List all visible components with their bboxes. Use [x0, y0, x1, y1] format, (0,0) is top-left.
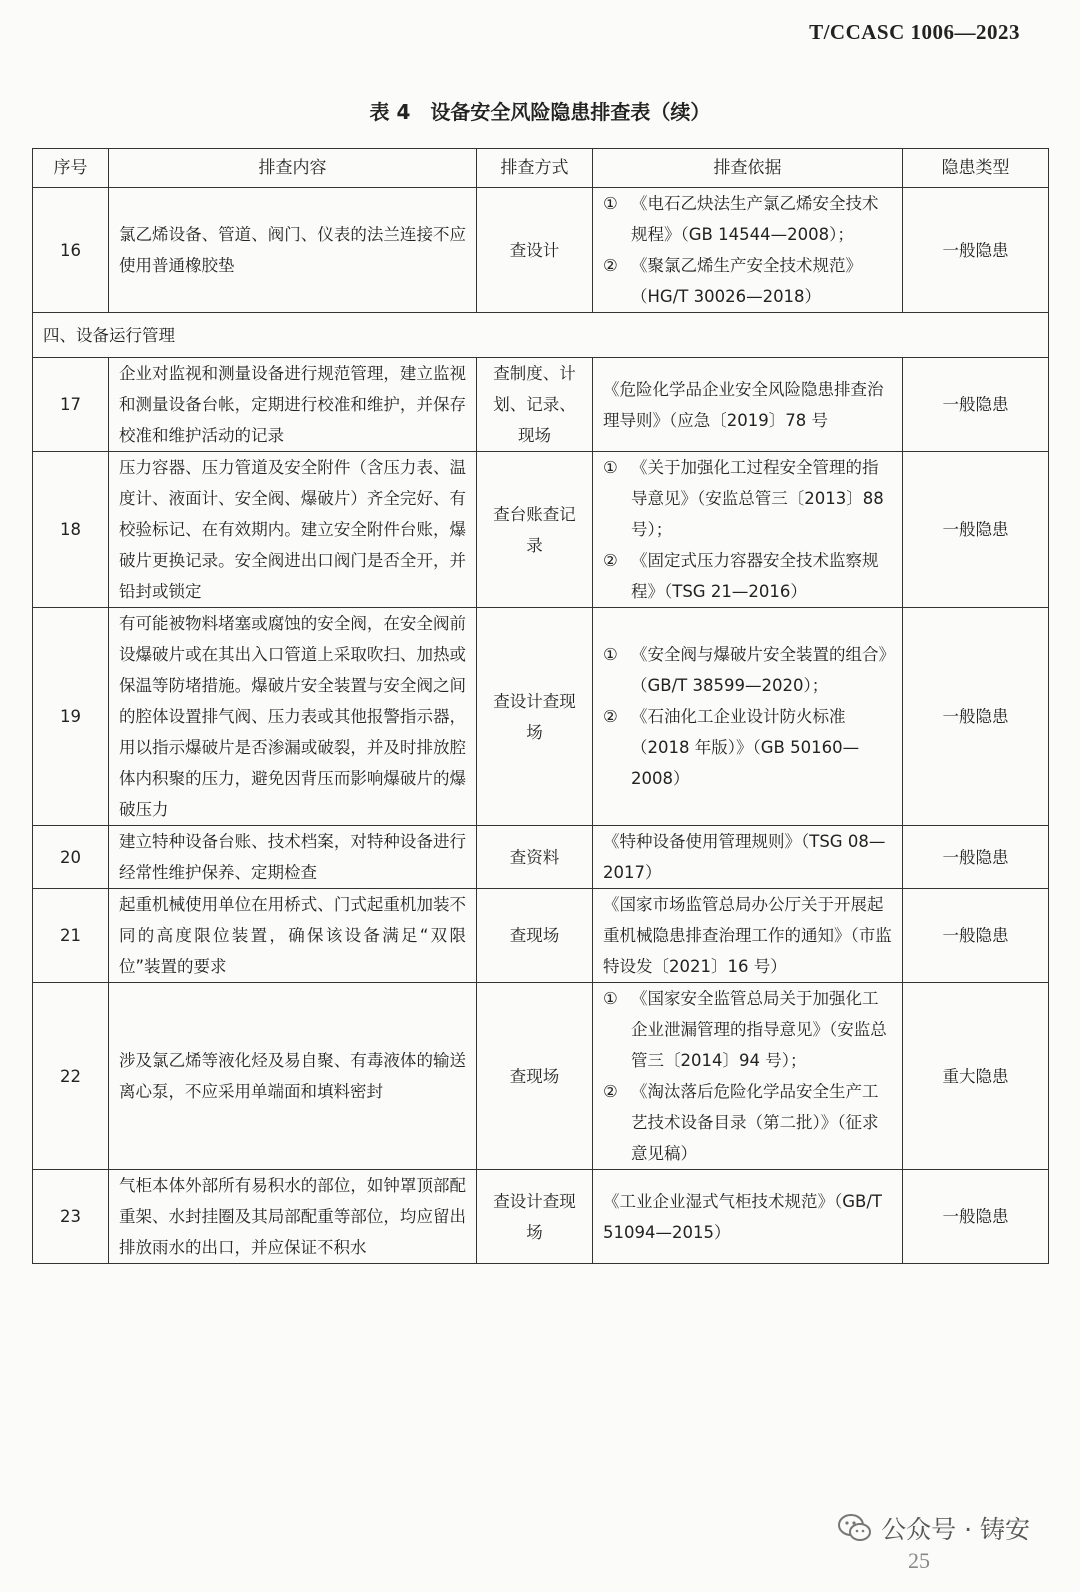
inspection-basis: [593, 826, 903, 889]
basis-item-text: 《国家安全监管总局关于加强化工企业泄漏管理的指导意见》（安监总管三〔2014〕94 号）；: [631, 989, 887, 1070]
basis-item: [603, 374, 892, 436]
basis-item-marker: ①: [603, 645, 618, 664]
table-row: [33, 889, 1049, 983]
page-number: 25: [908, 1548, 930, 1573]
inspection-method: 查设计: [477, 188, 593, 313]
inspection-content: 气柜本体外部所有易积水的部位，如钟罩顶部配重架、水封挂圈及其局部配重等部位，均应留出排放雨水的出口，并应保证不积水: [109, 1170, 477, 1264]
table-row: [33, 608, 1049, 826]
basis-item: [603, 889, 892, 982]
inspection-method: 查台账查记录: [477, 452, 593, 608]
inspection-method: 查现场: [477, 889, 593, 983]
row-number: 22: [33, 983, 109, 1170]
col-header-risk-type: 隐患类型: [903, 149, 1049, 188]
row-number: 18: [33, 452, 109, 608]
col-header-method: 排查方式: [477, 149, 593, 188]
inspection-content: 压力容器、压力管道及安全附件（含压力表、温度计、液面计、安全阀、爆破片）齐全完好、有校验标记、在有效期内。建立安全附件台账，爆破片更换记录。安全阀进出口阀门是否全开，并铅封或锁定: [109, 452, 477, 608]
table-row: [33, 188, 1049, 313]
inspection-basis: [593, 983, 903, 1170]
inspection-content: 有可能被物料堵塞或腐蚀的安全阀，在安全阀前设爆破片或在其出入口管道上采取吹扫、加热或保温等防堵措施。爆破片安全装置与安全阀之间的腔体设置排气阀、压力表或其他报警指示器，用以指示爆破片是否渗漏或破裂，并及时排放腔体内积聚的压力，避免因背压而影响爆破片的爆破压力: [109, 608, 477, 826]
section-row: [33, 313, 1049, 358]
basis-item: [603, 1076, 892, 1169]
basis-item-text: 《工业企业湿式气柜技术规范》（GB/T 51094—2015）: [603, 1191, 882, 1242]
inspection-method: 查制度、计划、记录、现场: [477, 358, 593, 452]
risk-type: 一般隐患: [903, 358, 1049, 452]
basis-item-marker: ②: [603, 551, 618, 570]
row-number: 17: [33, 358, 109, 452]
risk-type: 一般隐患: [903, 1170, 1049, 1264]
basis-item-marker: ②: [603, 707, 618, 726]
col-header-content: 排查内容: [109, 149, 477, 188]
basis-item: [603, 452, 892, 545]
basis-item-marker: ②: [603, 256, 618, 275]
inspection-method: 查现场: [477, 983, 593, 1170]
inspection-basis: [593, 188, 903, 313]
inspection-content: 氯乙烯设备、管道、阀门、仪表的法兰连接不应使用普通橡胶垫: [109, 188, 477, 313]
watermark: [837, 1510, 1030, 1546]
table-row: [33, 983, 1049, 1170]
basis-item-text: 《电石乙炔法生产氯乙烯安全技术规程》（GB 14544—2008）；: [631, 194, 879, 244]
basis-item: [603, 1186, 892, 1248]
basis-item: [603, 826, 892, 888]
table-row: [33, 358, 1049, 452]
row-number: 20: [33, 826, 109, 889]
table-header-row: [33, 149, 1049, 188]
basis-item: [603, 250, 892, 312]
basis-item-text: 《危险化学品企业安全风险隐患排查治理导则》（应急〔2019〕78 号: [603, 379, 884, 430]
inspection-basis: [593, 889, 903, 983]
basis-item: [603, 701, 892, 794]
col-header-basis: 排查依据: [593, 149, 903, 188]
inspection-basis: [593, 358, 903, 452]
basis-item-text: 《固定式压力容器安全技术监察规程》（TSG 21—2016）: [631, 551, 879, 601]
inspection-content: 建立特种设备台账、技术档案，对特种设备进行经常性维护保养、定期检查: [109, 826, 477, 889]
risk-type: 一般隐患: [903, 826, 1049, 889]
table-row: [33, 826, 1049, 889]
inspection-content: 涉及氯乙烯等液化烃及易自聚、有毒液体的输送离心泵，不应采用单端面和填料密封: [109, 983, 477, 1170]
inspection-basis: [593, 1170, 903, 1264]
basis-item: [603, 188, 892, 250]
basis-item-text: 《安全阀与爆破片安全装置的组合》（GB/T 38599—2020）；: [631, 645, 887, 695]
risk-type: 一般隐患: [903, 452, 1049, 608]
risk-type: 重大隐患: [903, 983, 1049, 1170]
basis-item-text: 《关于加强化工过程安全管理的指导意见》（安监总管三〔2013〕88 号）；: [631, 458, 884, 539]
row-number: 21: [33, 889, 109, 983]
row-number: 16: [33, 188, 109, 313]
inspection-content: 起重机械使用单位在用桥式、门式起重机加装不同的高度限位装置，确保该设备满足“双限位”装置的要求: [109, 889, 477, 983]
basis-item-text: 《石油化工企业设计防火标准（2018 年版）》（GB 50160—2008）: [631, 707, 860, 788]
document-code: T/CCASC 1006—2023: [809, 20, 1020, 44]
basis-item-text: 《聚氯乙烯生产安全技术规范》（HG/T 30026—2018）: [631, 256, 862, 306]
row-number: 19: [33, 608, 109, 826]
inspection-method: 查设计查现场: [477, 1170, 593, 1264]
table-row: [33, 1170, 1049, 1264]
inspection-basis: [593, 608, 903, 826]
row-number: 23: [33, 1170, 109, 1264]
risk-type: 一般隐患: [903, 889, 1049, 983]
inspection-method: 查资料: [477, 826, 593, 889]
basis-item-marker: ①: [603, 458, 618, 477]
table-title: 表 4 设备安全风险隐患排查表（续）: [369, 100, 711, 124]
wechat-icon: [837, 1513, 873, 1543]
basis-item: [603, 983, 892, 1076]
basis-item-marker: ①: [603, 989, 618, 1008]
basis-item-text: 《淘汰落后危险化学品安全生产工艺技术设备目录（第二批）》（征求意见稿）: [631, 1082, 879, 1163]
inspection-table: [32, 148, 1049, 1264]
basis-item-text: 《特种设备使用管理规则》（TSG 08—2017）: [603, 832, 886, 882]
section-heading: 四、设备运行管理: [33, 313, 1049, 358]
risk-type: 一般隐患: [903, 608, 1049, 826]
basis-item: [603, 545, 892, 607]
basis-item-marker: ①: [603, 194, 618, 213]
inspection-method: 查设计查现场: [477, 608, 593, 826]
basis-item-marker: ②: [603, 1082, 618, 1101]
inspection-basis: [593, 452, 903, 608]
watermark-text: 公众号 · 铸安: [881, 1515, 1030, 1544]
risk-type: 一般隐患: [903, 188, 1049, 313]
col-header-number: 序号: [33, 149, 109, 188]
basis-item: [603, 639, 892, 701]
basis-item-text: 《国家市场监管总局办公厅关于开展起重机械隐患排查治理工作的通知》（市监特设发〔2021〕16 号）: [603, 895, 892, 976]
table-row: [33, 452, 1049, 608]
inspection-content: 企业对监视和测量设备进行规范管理，建立监视和测量设备台帐，定期进行校准和维护，并保存校准和维护活动的记录: [109, 358, 477, 452]
